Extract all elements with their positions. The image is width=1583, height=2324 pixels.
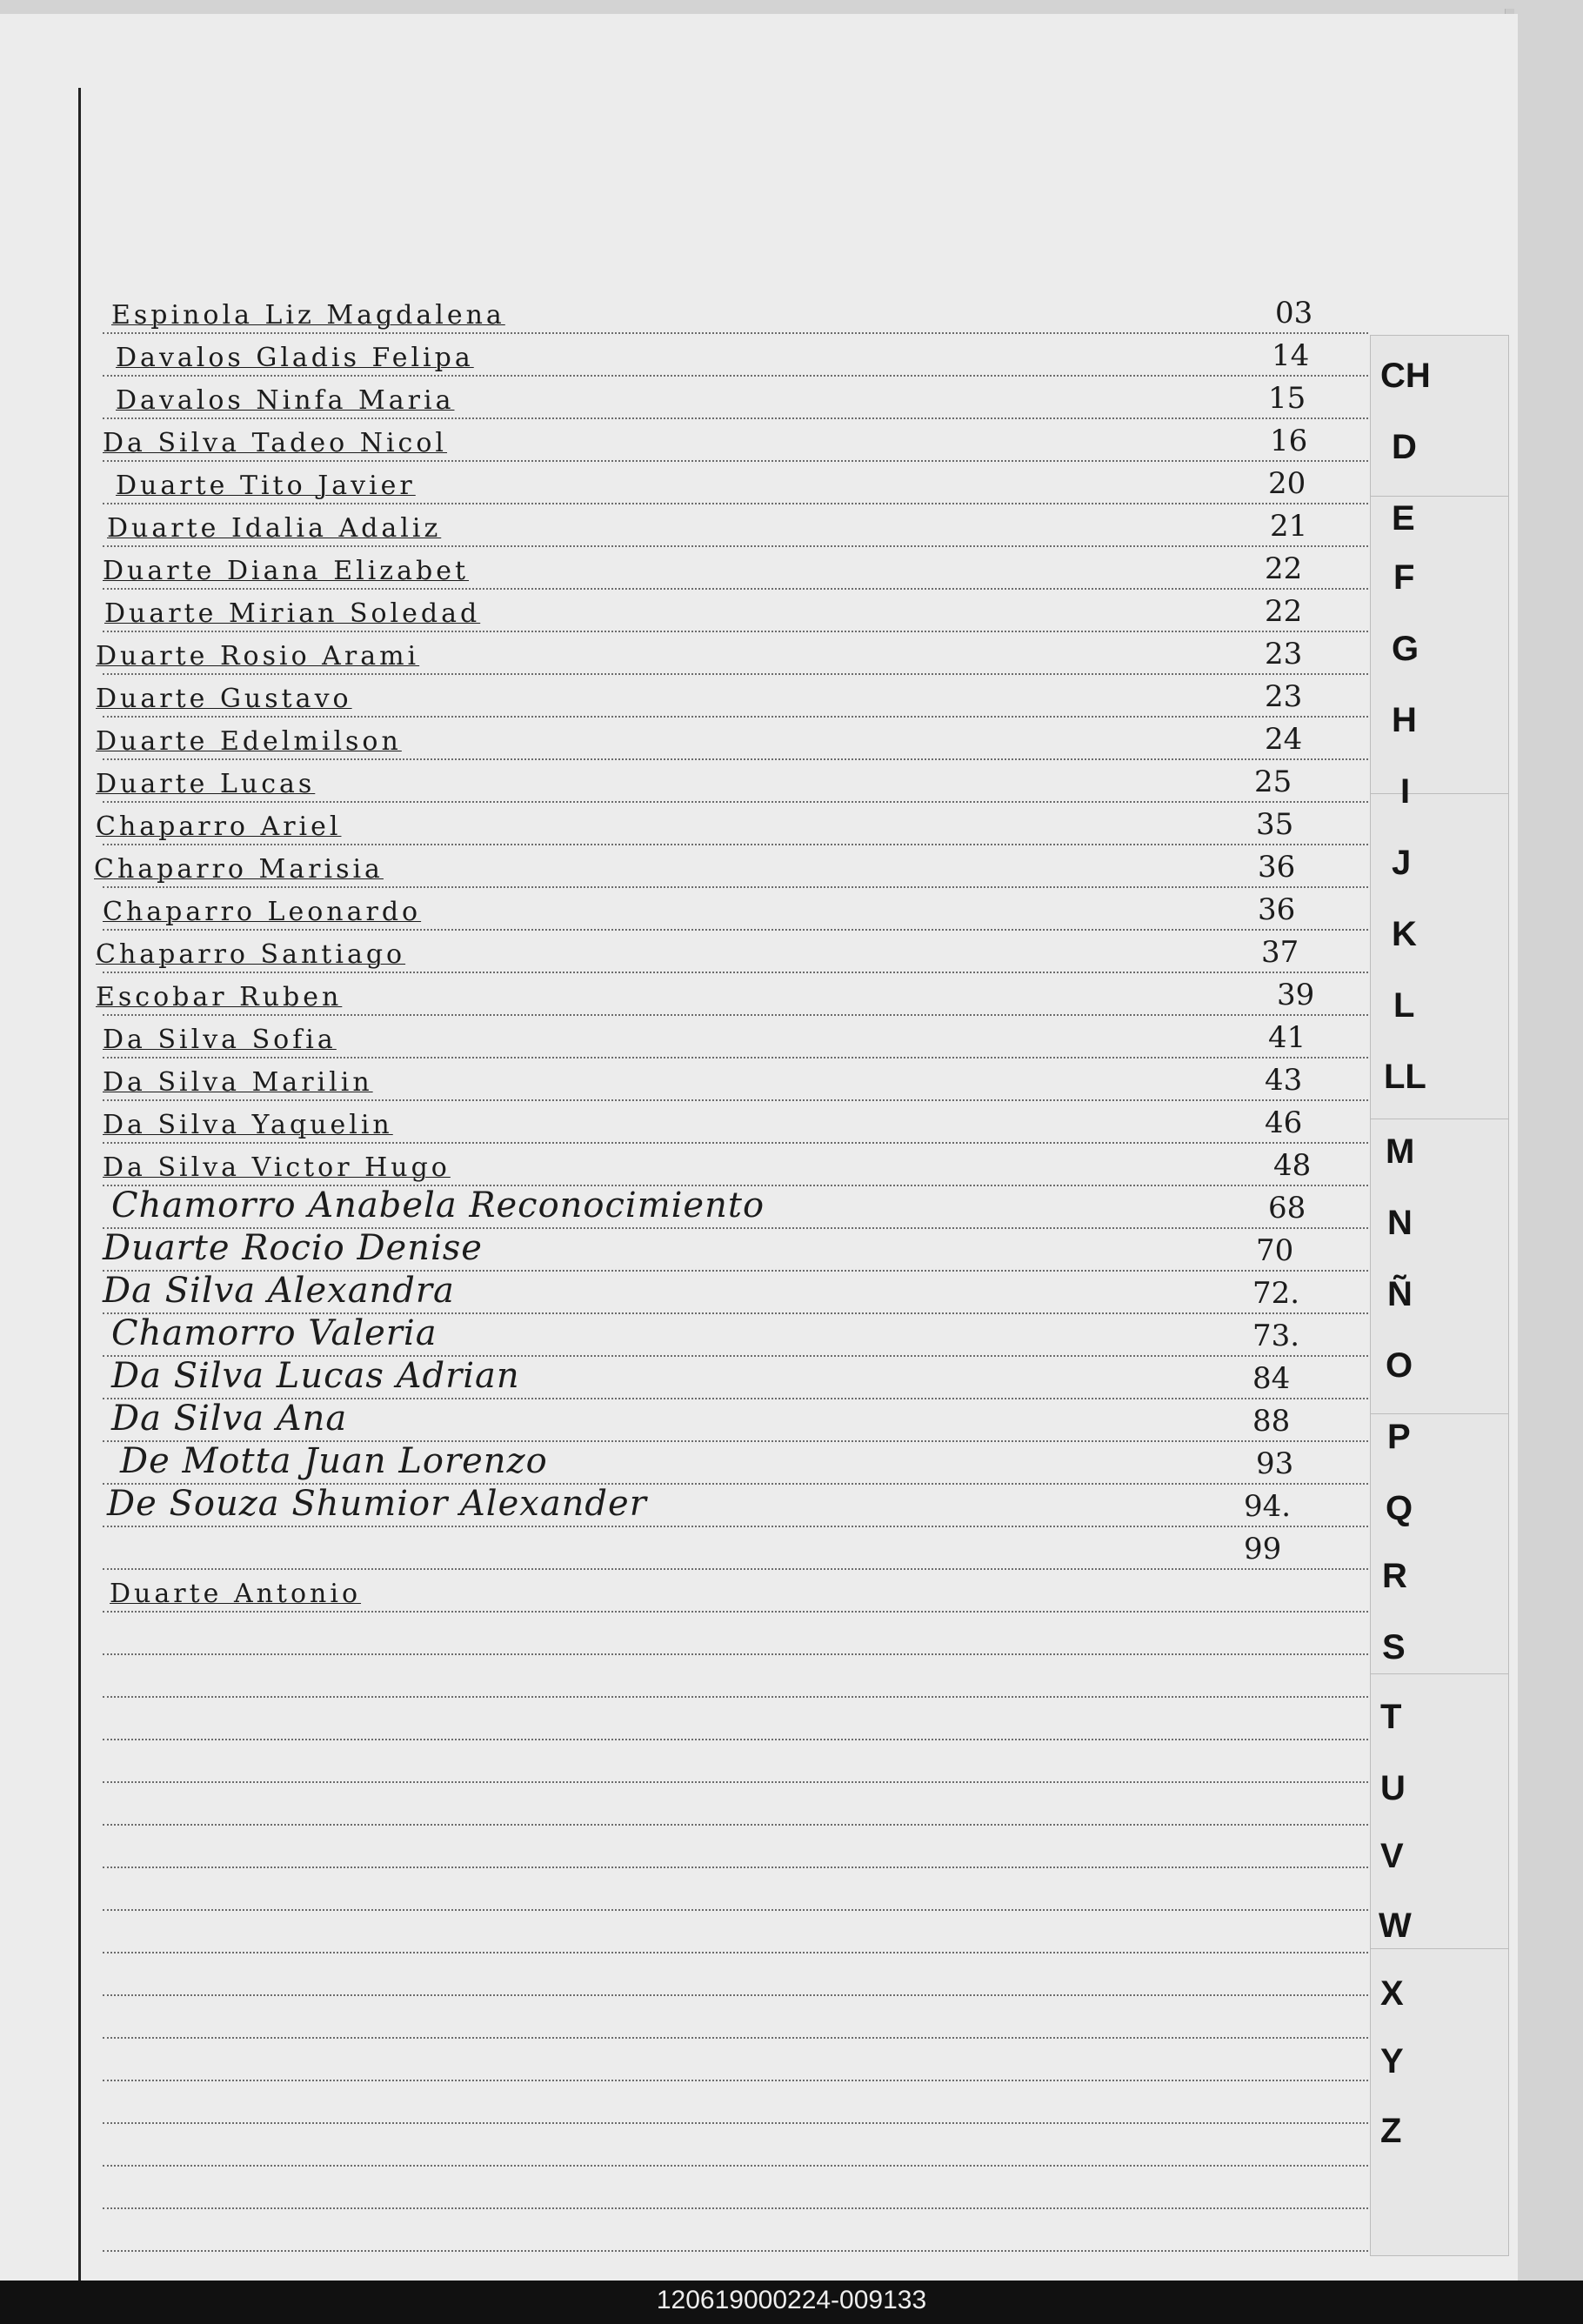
scan-footer (0, 2281, 1583, 2324)
index-tab-letter[interactable]: R (1382, 1557, 1407, 1595)
index-tab-letter[interactable]: Ñ (1387, 1275, 1413, 1313)
ledger-rule (103, 2250, 1368, 2252)
index-tab-letter[interactable]: Q (1386, 1489, 1413, 1527)
entry-name: Duarte Antonio (110, 1579, 362, 1609)
entry-page-number: 37 (1261, 935, 1299, 970)
ledger-rule (103, 2207, 1368, 2209)
entry-page-number: 93 (1256, 1446, 1294, 1481)
entry-name: Espinola Liz Magdalena (111, 300, 505, 331)
index-tab-strip (1370, 496, 1509, 795)
index-tab-letter[interactable]: O (1386, 1346, 1413, 1385)
entry-name: Duarte Tito Javier (116, 471, 416, 501)
index-tab-letter[interactable]: S (1382, 1628, 1406, 1666)
entry-page-number: 48 (1273, 1148, 1312, 1183)
ledger-entry (96, 971, 1368, 1012)
entry-name: Davalos Gladis Felipa (116, 343, 474, 373)
index-tab-letter[interactable]: G (1392, 630, 1419, 668)
ledger-entry (103, 289, 1368, 331)
entry-name: Escobar Ruben (96, 982, 343, 1012)
entry-page-number: 15 (1268, 381, 1306, 416)
ledger-rule (103, 1994, 1368, 1996)
entry-name: Chaparro Santiago (96, 939, 406, 970)
ledger-rule (103, 1867, 1368, 1868)
ledger-entry (103, 417, 1368, 458)
entry-page-number: 94. (1244, 1489, 1292, 1524)
index-tab-letter[interactable]: K (1392, 915, 1417, 953)
entry-page-number: 21 (1270, 509, 1308, 544)
index-tab-letter[interactable]: W (1379, 1907, 1412, 1945)
ledger-rule (103, 1653, 1368, 1655)
entry-page-number: 68 (1268, 1191, 1306, 1225)
entry-page-number: 23 (1265, 679, 1303, 714)
ledger-entry (103, 1525, 1368, 1566)
index-tab-letter[interactable]: LL (1384, 1058, 1426, 1096)
entry-name: Duarte Edelmilson (96, 726, 402, 757)
ledger-entry (103, 1269, 1368, 1311)
entry-name: Chaparro Marisia (94, 854, 384, 885)
ledger-entry (103, 1439, 1368, 1481)
entry-name: De Motta Juan Lorenzo (120, 1441, 548, 1481)
entry-name: De Souza Shumior Alexander (107, 1484, 647, 1524)
ledger-entry (96, 758, 1368, 799)
entry-page-number: 39 (1277, 978, 1315, 1012)
ledger-entry (103, 1099, 1368, 1140)
entry-name: Duarte Lucas (96, 769, 316, 799)
entry-name: Chaparro Ariel (96, 811, 342, 842)
entry-name: Davalos Ninfa Maria (116, 385, 455, 416)
entry-name: Da Silva Tadeo Nicol (103, 428, 448, 458)
index-tab-letter[interactable]: I (1400, 772, 1411, 811)
entry-page-number: 72. (1252, 1276, 1300, 1311)
entry-page-number: 23 (1265, 637, 1303, 671)
ledger-rule (103, 1909, 1368, 1911)
ledger-entry (103, 1397, 1368, 1439)
ledger-rule (103, 2122, 1368, 2124)
entry-name: Chamorro Valeria (111, 1313, 437, 1353)
index-tab-letter[interactable]: D (1392, 428, 1417, 466)
ledger-entry (103, 544, 1368, 586)
ledger-entry (103, 1184, 1368, 1225)
ledger-entry (103, 885, 1368, 927)
entry-page-number: 35 (1256, 807, 1294, 842)
entry-name: Chamorro Anabela Reconocimiento (111, 1185, 765, 1225)
entry-page-number: 03 (1275, 296, 1313, 331)
entry-name: Duarte Rocio Denise (103, 1228, 483, 1268)
index-tab-letter[interactable]: P (1387, 1418, 1411, 1456)
ledger-entry (103, 587, 1368, 629)
ledger-rule (103, 2037, 1368, 2039)
ledger-entry (96, 672, 1368, 714)
entry-page-number: 36 (1258, 892, 1296, 927)
ledger-rule (103, 2080, 1368, 2081)
entry-page-number: 16 (1270, 424, 1308, 458)
ledger-entry (96, 715, 1368, 757)
entry-page-number: 25 (1254, 765, 1292, 799)
ledger-entry (103, 1226, 1368, 1268)
ledger-entry (103, 1056, 1368, 1098)
ledger-entry (96, 800, 1368, 842)
ledger-rule (103, 1611, 1368, 1613)
ledger-entry (103, 1141, 1368, 1183)
ledger-entry (103, 1354, 1368, 1396)
index-tab-letter[interactable]: X (1380, 1974, 1404, 2013)
entry-name: Da Silva Sofia (103, 1025, 337, 1055)
entry-name: Chaparro Leonardo (103, 897, 422, 927)
ledger-entry (96, 928, 1368, 970)
entry-page-number: 70 (1256, 1233, 1294, 1268)
entry-name: Da Silva Lucas Adrian (111, 1356, 520, 1396)
index-tab-letter[interactable]: J (1392, 844, 1412, 882)
entry-name: Da Silva Ana (111, 1399, 348, 1439)
ledger-entry (96, 630, 1368, 671)
entry-page-number: 88 (1252, 1404, 1291, 1439)
index-tab-letter[interactable]: F (1393, 558, 1415, 597)
index-tab-letter[interactable]: U (1380, 1769, 1406, 1807)
entry-page-number: 43 (1265, 1063, 1303, 1098)
entry-page-number: 73. (1252, 1319, 1300, 1353)
entry-page-number: 24 (1265, 722, 1303, 757)
ledger-rule (103, 1952, 1368, 1953)
ledger-entry (103, 374, 1368, 416)
index-tab-letter[interactable]: L (1393, 986, 1415, 1025)
entry-name: Duarte Diana Elizabet (103, 556, 470, 586)
ledger-rule (103, 1696, 1368, 1698)
entry-page-number: 20 (1268, 466, 1306, 501)
entry-name: Da Silva Victor Hugo (103, 1152, 451, 1183)
index-tab-letter[interactable]: Z (1380, 2112, 1402, 2150)
entry-name: Da Silva Alexandra (103, 1271, 455, 1311)
entry-page-number: 41 (1268, 1020, 1306, 1055)
index-tab-letter[interactable]: Y (1380, 2042, 1404, 2080)
entry-name: Da Silva Marilin (103, 1067, 373, 1098)
index-tab-letter[interactable]: CH (1380, 357, 1431, 395)
entry-page-number: 46 (1265, 1105, 1303, 1140)
entry-name: Da Silva Yaquelin (103, 1110, 393, 1140)
ledger-rule (103, 2165, 1368, 2167)
ledger-entry (103, 1312, 1368, 1353)
ledger-entry (103, 1567, 1368, 1609)
ledger-rule (103, 1781, 1368, 1783)
index-tab-letter[interactable]: T (1380, 1698, 1402, 1736)
ledger-entry (103, 1013, 1368, 1055)
ledger-entry (103, 459, 1368, 501)
index-tab-letter[interactable]: E (1392, 499, 1415, 538)
index-tab-letter[interactable]: V (1380, 1837, 1404, 1875)
ledger-entry (103, 1482, 1368, 1524)
ledger-rule (103, 1824, 1368, 1826)
entry-page-number: 14 (1272, 338, 1310, 373)
entry-name: Duarte Rosio Arami (96, 641, 420, 671)
entry-page-number: 84 (1252, 1361, 1291, 1396)
index-tab-letter[interactable]: M (1386, 1132, 1415, 1171)
alphabet-tabs (1370, 0, 1518, 2281)
entry-page-number: 22 (1265, 594, 1303, 629)
ledger-entry (94, 843, 1368, 885)
entry-page-number: 22 (1265, 551, 1303, 586)
entry-page-number: 36 (1258, 850, 1296, 885)
ledger-rule (103, 1739, 1368, 1740)
ledger-entry (103, 502, 1368, 544)
entry-name: Duarte Gustavo (96, 684, 352, 714)
entry-page-number: 99 (1244, 1532, 1282, 1566)
entry-name: Duarte Idalia Adaliz (107, 513, 442, 544)
document-code: 120619000224-009133 (656, 2286, 927, 2314)
index-tab-letter[interactable]: N (1387, 1204, 1413, 1242)
entry-name: Duarte Mirian Soledad (104, 598, 481, 629)
ledger-entry (103, 331, 1368, 373)
index-tab-letter[interactable]: H (1392, 701, 1417, 739)
